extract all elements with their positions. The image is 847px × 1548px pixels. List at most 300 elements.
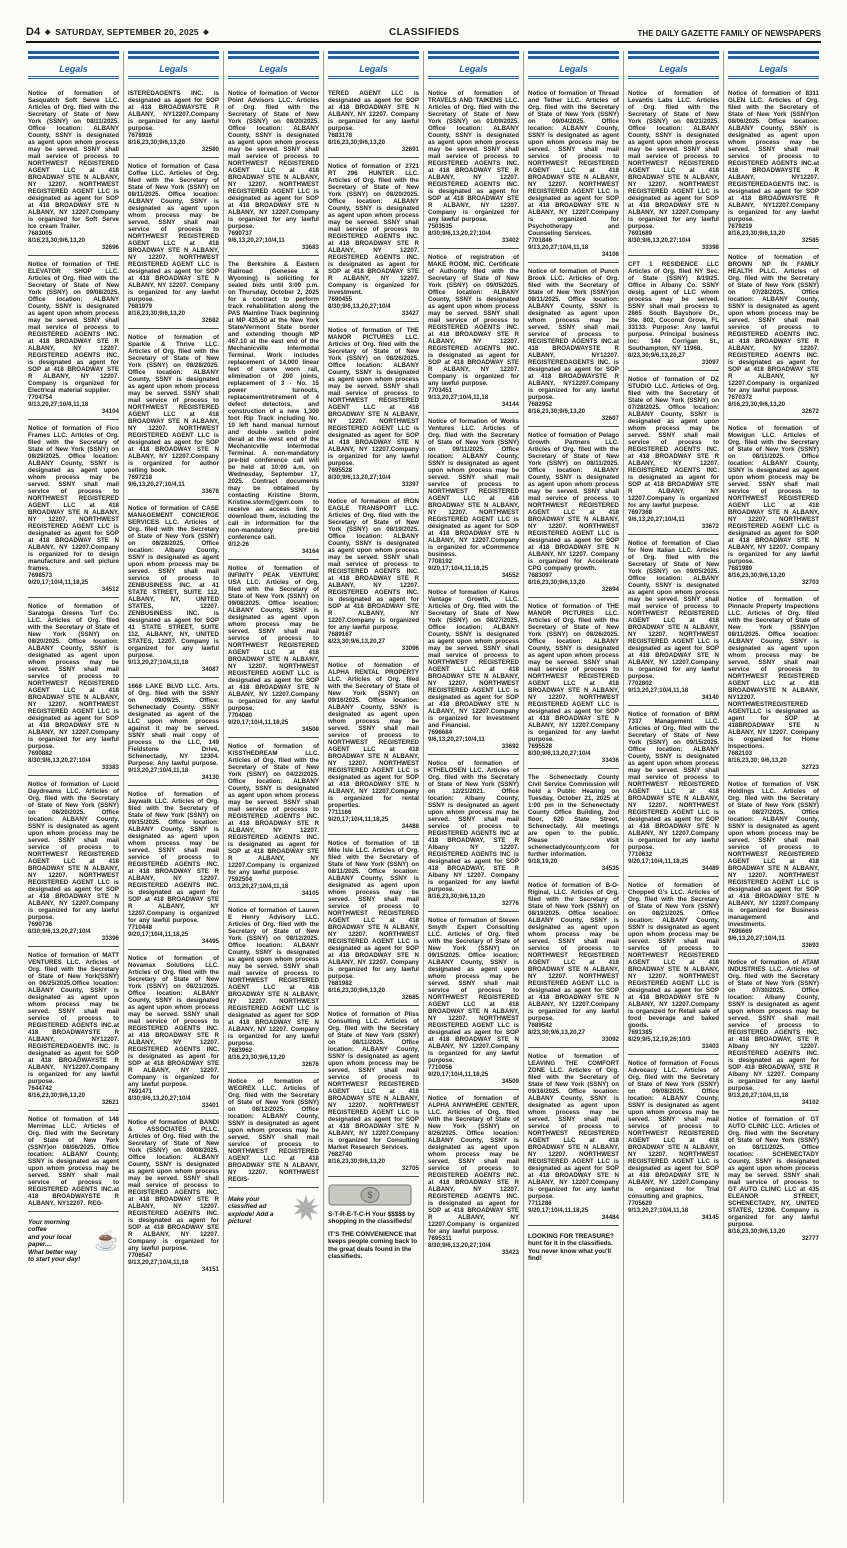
- legal-notice: [428, 412, 519, 583]
- legal-notice-text: Notice of formation of TRAVELS AND TAIKENS LLC. Articles of Org. filed with the Secretary of State of New York (SSNY) on 01/09/2025. Office location: ALBANY County, SSNY is designated as agent upon whom process may be served. SSNY shall mail service of process to REGISTERED AGENTS INC. at 418 BROADWAY STE R ALBANY, NY 12207. REGISTERED AGENTS INC. is designated as agent for SOP at 418 BROADWAY STE R ALBANY, NY 12207. Company is organized for any lawful purpose.: [428, 90, 519, 223]
- legal-notice-pub-line: 7592504: [228, 876, 253, 883]
- legals-rule-bar: [328, 51, 419, 54]
- legal-notice-pub-line: 7711166: [328, 809, 352, 816]
- legal-notice-pub-line: 7702802: [628, 680, 653, 687]
- house-ad-text: [28, 1219, 90, 1263]
- legal-notice-pub-line: 7697218: [128, 474, 153, 481]
- legal-notice-pub-line: 7711286: [528, 1200, 552, 1207]
- legal-notice-text: Notice of formation of Sparkle & Thrive LLC. Articles of Org. filed with the Secretary of State of New York (SSNY) on 08/28/2025. Office location: ALBANY County, SSNY is designated as agent upon whom process may be served. SSNY shall mail service of process to NORTHWEST REGISTERED AGENT LLC at 418 BROADWAY STE N ALBANY, NY 12207. NORTHWEST REGISTERED AGENT LLC is designated as agent for SOP at 418 BROADWAY STE N ALBANY, NY 12207.Company is organized for author selling book.: [128, 334, 219, 474]
- legal-notice-pub-line: 9/13,20,27;10/4,11,18: [428, 394, 489, 401]
- legal-notice-text: Notice of formation of ALPHA RENTAL PROPERTY LLC. Articles of Org. filed with the Secretary of State of New York (SSNY) on 09/16/2025. Office location: ALBANY County, SSNY is designated as agent upon whom process may be served. SSNY shall mail service of process to NORTHWEST REGISTERED AGENT LLC at 418 BROADWAY STE N ALBANY, NY 12207. NORTHWEST REGISTERED AGENT LLC is designated as agent for SOP at 418 BROADWAY STE N ALBANY, NY 12207.Company is organized for rental properties.: [328, 662, 419, 809]
- legal-notice: [128, 85, 219, 157]
- legal-notice-pub-line: 9/13,20,27;10/4,11,18: [728, 1092, 789, 1099]
- page-header-left: [26, 26, 211, 38]
- legal-notice-pub-line: 9/13,20,27;10/4,11,18: [128, 767, 189, 774]
- legal-notice-pub-line: 7710448: [128, 924, 153, 931]
- legal-notice-text: Notice of formation of WEGREX LLC. Articles of Org. filed with the Secretary of State of New York (SSNY) on 08/12/2025. Office location: ALBANY County, SSNY is designated as agent upon whom process may be served. SSNY shall mail service of process to NORTHWEST REGISTERED AGENT LLC at 418 BROADWAY STE N ALBANY, NY 12207. NORTHWEST REGIS-: [228, 1078, 319, 1183]
- legal-notice-text: Notice of registration of MAKE ROOM, INC. Certificate of Authority filed with the Secretary of State of New York (SSNY) on 09/05/2025. Office location: ALBANY County, SSNY is designated as agent upon whom process may be served. SSNY shall mail service of process to REGISTERED AGENTS INC. at 418 BROADWAY STE R ALBANY, NY 12207. REGISTERED AGENTS INC. is designated as agent for SOP at 418 BROADWAY STE R ALBANY, NY 12207. Company is organized for any lawful purpose.: [428, 254, 519, 387]
- legals-rule-bar: [528, 51, 619, 54]
- legal-notice: [528, 597, 619, 768]
- legals-header-label: Legals: [528, 61, 619, 79]
- legal-notice-pub-line: 8/16,23,30;9/6,13,20: [728, 1228, 786, 1235]
- house-ad-lead: IT'S THE CONVENIENCE: [328, 1230, 405, 1238]
- newspaper-name: THE DAILY GAZETTE FAMILY OF NEWSPAPERS: [637, 29, 821, 38]
- legals-rule-bar: [528, 56, 619, 59]
- legals-header-label: Legals: [328, 61, 419, 79]
- legals-rule-bar: [228, 51, 319, 54]
- legal-notice-text: ISTEREDAGENTS INC. is designated as agent for SOP at 418 BROADWAYSTE R ALBANY, NY12207.Company is organized for any lawful purpose.: [128, 90, 219, 132]
- legal-notice-code: 33672: [701, 523, 719, 530]
- legal-notice-pub-line: 8/30;9/6,13,20,27;10/4: [628, 237, 691, 244]
- legal-notice-code: 33092: [601, 1036, 619, 1043]
- legal-notice-code: 34087: [201, 666, 219, 673]
- legal-notice-lead: The Schenectady County Civil Service Commission: [528, 774, 619, 788]
- legals-section-header: [228, 51, 319, 79]
- legal-notice: [428, 1089, 519, 1260]
- legal-notice-pub-line: 8/16,23,30;9/6,13,20: [328, 139, 386, 146]
- legal-notice: [28, 419, 119, 597]
- legal-notice-pub-line: 8/30;9/6,13,20,27;10/4: [328, 303, 391, 310]
- legal-notice: [728, 85, 819, 248]
- legal-notice-code: 32703: [801, 579, 819, 586]
- legal-notice-pub-line: 8/16,23,30;9/6,13,20: [28, 237, 86, 244]
- legal-notice: [428, 248, 519, 412]
- legal-notice-pub-line: 9/20,17;10/4,11,18,25: [628, 858, 689, 865]
- legal-notice: [28, 255, 119, 419]
- legal-notice-text: Notice of formation of Vector Point Advisors LLC. Articles of Org. filed with the Secretary of State of New York (SSNY) on 08/20/2025. Office location: ALBANY County, SSNY is designated as agent upon whom process may be served. SSNY shall mail service of process to NORTHWEST REGISTERED AGENT LLC at 418 BROADWAY STE N ALBANY, NY 12207. NORTHWEST REGISTERED AGENT LLC is designated as agent for SOP at 418 BROADWAY STE N ALBANY, NY 12207.Company is organized for any lawful purpose.: [228, 90, 319, 230]
- house-ad-text: S-T-R-E-T-C-H Your $$$$$ by shopping in the classifieds!: [328, 1211, 415, 1226]
- legal-notice-text: Notice of formation of LEAVING THE COMFORT ZONE LLC. Articles of Org. filed with the Secretary of State of New York (SSNY) on 09/16/2025. Office location: ALBANY County, SSNY is designated as agent upon whom process may be served. SSNY shall mail service of process to NORTHWEST REGISTERED AGENT LLC at 418 BROADWAY STE N ALBANY, NY 12207. NORTHWEST REGISTERED AGENT LLC is designated as agent for SOP at 418 BROADWAY STE N ALBANY, NY 12207.Company is organized for any lawful purpose.: [528, 1053, 619, 1200]
- house-ad-coffee: [28, 1211, 119, 1269]
- legal-notice-pub-line: 7681989: [728, 565, 753, 572]
- legals-rule-bar: [328, 56, 419, 59]
- legals-section-header: [328, 51, 419, 79]
- legal-notice-code: 33423: [501, 1249, 519, 1256]
- legals-section-header: [28, 51, 119, 79]
- legal-notice-pub-line: 7690882: [28, 750, 53, 757]
- legal-notice-code: 32723: [801, 764, 819, 771]
- legal-notice-code: 34104: [101, 408, 119, 415]
- legal-notice-text: Notice of formation of VSK Holdings LLC. Articles of Org. filed with the Secretary of State of New York (SSNY) on 08/27/2025. Office location: ALBANY County, SSNY is designated as agent upon whom process may be served. SSNY shall mail service of process to NORTHWEST REGISTERED AGENT LLC at 418 BROADWAY STE N ALBANY, NY 12207. NORTHWEST REGISTERED AGENT LLC is designated as agent for SOP at 418 BROADWAY STE N ALBANY, NY 12207.Company is organized for Business management and investments.: [728, 781, 819, 928]
- legal-notice-text: Notice of formation of Thread and Tether LLC. Articles of Org. filed with the Secretary of State of New York (SSNY) on 09/04/2025. Office location: ALBANY County, SSNY is designated as agent upon whom process may be served. SSNY shall mail service of process to NORTHWEST REGISTERED AGENT LLC at 418 BROADWAY STE N ALBANY, NY 12207. NORTHWEST REGISTERED AGENT LLC is designated as agent for SOP at 418 BROADWAY STE N ALBANY, NY 12207.Company is organized for Psychotherapy and Counseling Services.: [528, 90, 619, 237]
- legal-notice-pub-line: 7704754: [28, 394, 53, 401]
- legal-notice-code: 33397: [401, 481, 419, 488]
- legal-notice-pub-line: 8/16,23,30; 9/6,13,20: [728, 757, 787, 764]
- legal-notice-text: Notice of formation of GT AUTO CLINIC LLC. Articles of Org. filed with the Secretary of State of New York (SSNY) on 08/11/2025. Office location: SCHENECTADY County, SSNY is designated as agent upon whom process may be served. SSNY shall mail service of process to GT AUTO CLINIC LLC at 435 ELEANOR STREET, SCHENECTADY, NY, UNITED STATES, 12306. Company is organized for any lawful purpose.: [728, 1116, 819, 1228]
- legal-notice-text: Notice of formation of THE MANOR PICTURES LLC. Articles of Org. filed with the Secretary of State of New York (SSNY) on 08/26/2025. Office location: ALBANY County, SSNY is designated as agent upon whom process may be served. SSNY shall mail service of process to NORTHWEST REGISTERED AGENT LLC at 418 BROADWAY STE N ALBANY, NY 12207. NORTHWEST REGISTERED AGENT LLC is designated as agent for SOP at 418 BROADWAY STE N ALBANY, NY 12207.Company is organized for any lawful purpose.: [328, 327, 419, 467]
- legal-notice-pub-line: 8/16,23,30;9/6,13,20: [228, 1054, 286, 1061]
- legal-notice-pub-line: 8/30;9/6,13,20,27;10/4: [128, 1095, 191, 1102]
- house-ad-lead: LOOKING FOR TREASURE?: [528, 1233, 614, 1240]
- legal-notice-text: The Schenectady County Civil Service Commission will hold a Public Hearing on Tuesday, October 21, 2025 at 1:00 pm in the Schenectady County Office Building, 2nd floor, 620 State Street, Schenectady. All meetings are open to the public. Please visit schenectadycounty.com for further information.: [528, 774, 619, 858]
- legals-rule-bar: [28, 51, 119, 54]
- legal-notice-pub-line: 7708192: [428, 558, 453, 565]
- legal-notice-pub-line: 9/20,17;10/4,11,18,25: [528, 1207, 589, 1214]
- legal-notice-code: 32777: [801, 1235, 819, 1242]
- legal-notice-code: 34512: [101, 586, 119, 593]
- legal-notice-code: 33693: [801, 942, 819, 949]
- legal-notice-code: 33396: [101, 935, 119, 942]
- legal-notice-code: 34106: [601, 251, 619, 258]
- legal-notice-text: Notice of formation of Punch Brook LLC. Articles of Org. filed with the Secretary of State of New York (SSNY)on 08/11/2025. Office location: ALBANY County, SSNY is designated as agent upon whom process may be served. SSNY shall mail service of process to REGISTERED AGENTS INC.at 418 BROADWAYSTE R ALBANY, NY12207. REGISTEREDAGENTS INC. is designated as agent for SOP at 418 BROADWAYSTE R ALBANY, NY12207.Company is organized for any lawful purpose.: [528, 268, 619, 401]
- legal-notice: [728, 590, 819, 775]
- legal-notice-pub-line: 8/16,23,30;9/6,13,20: [128, 310, 186, 317]
- legal-notice: [28, 775, 119, 946]
- legal-notice-text: The Berkshire & Eastern Railroad (Genesee & Wyoming) is soliciting for sealed bids until 3:00 p.m. on Thursday, October 2, 2025 for a contract to perform track rehabilitation along the PAS Mainline Track beginning at MP 435.50 at the New York State/Vermont State border and extending though MP 467.10 at the east end of the Mechanicville Intermodal Terminal. Work includes replacement of 14,000 linear feet of curve worn rail, elimination of 200 joints, replacement of 3 - No. 15 power turnouts, replacement/retirement of 4 defect detectors, and construction of a new 1,300 foot Rip Track including No. 10 left hand manual turnout and double switch point derail at the west end of the Mechanicville Intermodal Terminal. A non-mandatory pre-bid conference call will be held at 10:00 a.m. on Wednesday, September 17, 2025. Contract documents may be obtained by contacting Kristine Storm, Kristine.storm@gwrr.com to receive an access link to download them, including the call in information for the non-mandatory pre-bid conference call.: [228, 261, 319, 541]
- newspaper-page: [0, 26, 847, 1548]
- legal-notice-text: Notice of formation of Levantis Labs LLC. Articles of Org. filed with the Secretary of State of New York (SSNY) on 08/21/2025. Office location: ALBANY County, SSNY is designated as agent upon whom process may be served. SSNY shall mail service of process to NORTHWEST REGISTERED AGENT LLC at 418 BROADWAY STE N ALBANY, NY 12207. NORTHWEST REGISTERED AGENT LLC is designated as agent for SOP at 418 BROADWAY STE N ALBANY, NY 12207.Company is organized for any lawful purpose.: [628, 90, 719, 230]
- legal-notice: [528, 876, 619, 1047]
- legal-notice-pub-line: 8/30;9/6,13,20,27;10/4: [28, 757, 91, 764]
- legal-notice-text: Notice of formation of BRM 7337 Management LLC. Articles of Org. filed with the Secretary of State of New York (SSNY) on 09/15/2025. Office location: ALBANY County, SSNY is designated as agent upon whom process may be served. SSNY shall mail service of process to NORTHWEST REGISTERED AGENT LLC at 418 BROADWAY STE N ALBANY, NY 12207. NORTHWEST REGISTERED AGENT LLC is designated as agent for SOP at 418 BROADWAY STE N ALBANY, NY 12207.Company is organized for any lawful purpose.: [628, 711, 719, 851]
- legal-notice-code: 33401: [201, 1102, 219, 1109]
- legals-header-label: Legals: [428, 61, 519, 79]
- legals-rule-bar: [428, 56, 519, 59]
- legal-notice: [328, 834, 419, 1005]
- legal-notice-pub-line: 7679219: [728, 223, 753, 230]
- legal-notice-pub-line: 9/13,20,27;10/4,11,18: [628, 1207, 689, 1214]
- legals-rule-bar: [628, 56, 719, 59]
- page-number: D4: [26, 26, 41, 38]
- legal-notice-pub-line: 8/30;9/6,13,20,27;10/4: [528, 750, 591, 757]
- legal-notice: [128, 157, 219, 328]
- page-header: [26, 26, 821, 43]
- legal-notice-pub-line: 8/30;9/6,13,20,27;10/4: [428, 230, 491, 237]
- legal-notice-pub-line: 8/23,30;9/6,13,20,27: [528, 1029, 586, 1036]
- house-ad-coffee-body: [28, 1219, 119, 1263]
- legal-notice: [128, 677, 219, 785]
- legal-notice-code: 34144: [501, 401, 519, 408]
- legal-notice-pub-line: 8/16,23,30;9/6,13,20: [328, 1158, 386, 1165]
- legal-notice-pub-line: 9/18,19,20: [528, 858, 558, 865]
- legal-notice-code: 32691: [401, 146, 419, 153]
- diamond-icon: ◆: [45, 29, 51, 36]
- legal-notice-code: 32685: [401, 994, 419, 1001]
- legal-notice-code: 33427: [401, 310, 419, 317]
- legal-notice-pub-line: 8/23,30;9/6,13,20,27: [328, 638, 386, 645]
- legal-notice-pub-line: 9/6,13,20,27;10/4,11: [728, 935, 785, 942]
- legal-notice-pub-line: 7691385: [628, 1029, 653, 1036]
- legal-notice-pub-line: 7706547: [128, 1252, 153, 1259]
- legal-notice-text: Notice of formation of BANDI & ASSOCIATES PLLC. Articles of Org. filed with the Secretary of State of New York (SSNY) on 09/08/2025. Office location: ALBANY County, SSNY is designated as agent upon whom process may be served. SSNY shall mail service of process to REGISTERED AGENTS INC. at 418 BROADWAY STE R ALBANY, NY 12207. REGISTERED AGENTS INC. is designated as agent for SOP at 418 BROADWAY STE R ALBANY, NY 12207. Company is organized for any lawful purpose.: [128, 1119, 219, 1252]
- legals-column-1: [24, 51, 123, 1503]
- legal-notice-pub-line: 7705620: [628, 1200, 653, 1207]
- coffee-cup-icon: ☕: [94, 1230, 119, 1253]
- legal-notice-text: Notice of formation of Novamax Solutions LLC. Articles of Org. filed with the Secretary of State of New York (SSNY) on 08/21/2025. Office location: ALBANY County, SSNY is designated as agent upon whom process may be served. SSNY shall mail service of process to REGISTERED AGENTS INC. at 418 BROADWAY STE R ALBANY, NY 12207. REGISTERED AGENTS INC. is designated as agent for SOP at 418 BROADWAY STE R ALBANY, NY 12207. Company is organized for any lawful purpose.: [128, 955, 219, 1088]
- legal-notice-code: 32776: [501, 900, 519, 907]
- legal-notice: [28, 597, 119, 775]
- legal-notice-text: Notice of formation of 148 Merrimac LLC. Articles of Org. filed with the Secretary of State of New York (SSNY)on 08/06/2025. Office location: ALBANY County, SSNY is designated as agent upon whom process may be served. SSNY shall mail service of process to REGISTERED AGENTS INC.at 418 BROADWAYSTE R ALBANY, NY12207. REG-: [28, 1116, 119, 1207]
- legals-column-7: [623, 51, 723, 1503]
- legal-notice-code: 32585: [801, 237, 819, 244]
- legals-section-header: [728, 51, 819, 79]
- legal-notice-code: 34130: [201, 774, 219, 781]
- legal-notice: [128, 328, 219, 499]
- legal-notice-text: Notice of formation of ALPHA ANYWHERE CENTER, LLC. Articles of Org. filed with the Secretary of State of New York (SSNY) on 8/26/2025. Office location: ALBANY County, SSNY is designated as agent upon whom process may be served. SSNY shall mail service of process to REGISTERED AGENTS INC. at 418 BROADWAY STE R ALBANY, NY 12207. REGISTERED AGENTS INC. is designated as agent for SOP at 418 BROADWAY STE R ALBANY, NY 12207.Company is organized for any lawful purpose.: [428, 1095, 519, 1235]
- legal-notice-pub-line: 9/20,17;10/4,11,18,25: [428, 565, 489, 572]
- legal-notice-text: Notice of formation of Ciao for Now Italian LLC. Articles of Org. filed with the Secretary of State of New York (SSNY) on 09/05/2025. Office location: ALBANY County, SSNY is designated as agent upon whom process may be served. SSNY shall mail service of process to NORTHWEST REGISTERED AGENT LLC at 418 BROADWAY STE N ALBANY, NY 12207. NORTHWEST REGISTERED AGENT LLC is designated as agent for SOP at 418 BROADWAY STE N ALBANY, NY 12207.Company is organized for any lawful purpose.: [628, 540, 719, 680]
- legal-notice-text: TERED AGENT LLC is designated as agent for SOP at 418 BROADWAY STE N ALBANY, NY 12207. Company is organized for any lawful purpose.: [328, 90, 419, 132]
- legal-notice-pub-line: 7683178: [328, 132, 353, 139]
- legal-notice: [28, 1110, 119, 1211]
- legal-notice: [128, 499, 219, 677]
- legal-notice-code: 32705: [401, 1165, 419, 1172]
- legal-notice-code: 34151: [201, 1266, 219, 1273]
- legal-notice-text: Notice of formation of BROWN NP IN FAMILY HEALTH PLLC. Articles of Org. filed with the Secretary of State of New York (SSNY) on 07/28/2025. Office location: ALBANY County, SSNY is designated as agent upon whom process may be served. SSNY shall mail service of process to REGISTERED AGENTS INC. at 418 BROADWAY STE R ALBANY, NY 12207. REGISTERED AGENTS INC. is designated as agent for SOP at 418 BROADWAY STE R ALBANY, NY 12207.Company is organized for any lawful purpose.: [728, 254, 819, 394]
- house-ad-text-line: What better way: [28, 1248, 78, 1256]
- legal-notice-code: 33436: [601, 757, 619, 764]
- legal-notice-pub-line: 9/13,20,27;10/4,11,18: [628, 687, 689, 694]
- legal-notice: [728, 1110, 819, 1246]
- legal-notice-code: 34535: [601, 865, 619, 872]
- legal-notice-text: Notice of formation of 2721 RT 296 HUNTER LLC. Articles of Org. filed with the Secretary of State of New York (SSNY) on 08/20/2025. Office location: ALBANY County, SSNY is designated as agent upon whom process may be served. SSNY shall mail service of process to REGISTERED AGENTS INC. at 418 BROADWAY STE R ALBANY, NY 12207. REGISTERED AGENTS INC. is designated as agent for SOP at 418 BROADWAY STE R ALBANY, NY 12207. Company is organized for Investment.: [328, 163, 419, 296]
- legal-notice-code: 34489: [701, 865, 719, 872]
- legal-notice-pub-line: 9/20,17;10/4,11,18,25: [428, 1071, 489, 1078]
- legal-notice-pub-line: 7691689: [628, 230, 653, 237]
- banknote-icon: [328, 1184, 419, 1211]
- legals-section-header: [128, 51, 219, 79]
- legal-notice-pub-line: 8/16,23,30;9/6,13,20: [728, 401, 786, 408]
- legal-notice: [228, 737, 319, 901]
- legal-notice-code: 34164: [301, 548, 319, 555]
- legal-notice-code: 34145: [701, 1214, 719, 1221]
- legal-notice-pub-line: 8/30;9/6,13,20,27;10/4: [328, 474, 391, 481]
- house-ad-text-line: Your morning coffee: [28, 1219, 70, 1234]
- house-ad-text-line: explode! Add a picture!: [228, 1210, 274, 1225]
- legals-section-header: [628, 51, 719, 79]
- legal-notice: [228, 255, 319, 559]
- legal-notice-code: 33403: [701, 1043, 719, 1050]
- legal-notice-pub-line: 7503535: [428, 223, 453, 230]
- legal-notice-pub-line: 8/16,23,30;9/6,13,20: [528, 408, 586, 415]
- legal-notice: [628, 876, 719, 1054]
- legal-notice-code: 33383: [101, 764, 119, 771]
- legal-notice-code: 33402: [501, 237, 519, 244]
- legal-notice-pub-line: 9/6,13,20,27;10/4,11: [128, 481, 185, 488]
- legals-section-header: [428, 51, 519, 79]
- section-title: CLASSIFIEDS: [388, 27, 460, 38]
- legal-notice-code: 34484: [601, 1214, 619, 1221]
- legal-notice: [128, 785, 219, 949]
- legal-notice-text: Notice of formation of Mowigun LLC. Articles of Org. filed with the Secretary of State of New York (SSNY) on 08/11/2025. Office location: ALBANY County, SSNY is designated as agent upon whom process may be served. SSNY shall mail service of process to NORTHWEST REGISTERED AGENT LLC at 418 BROADWAY STE N ALBANY, NY 12207. NORTHWEST REGISTERED AGENT LLC is designated as agent for SOP at 418 BROADWAY STE N ALBANY, NY 12207. Company is organized for any lawful purpose.: [728, 425, 819, 565]
- legal-notice: [28, 946, 119, 1110]
- legal-notice-text: Notice of formation of B-O-Riginal, LLC. Articles of Org. filed with the Secretary of State of New York (SSNY) on 08/19/2025. Office location: ALBANY County, SSNY is designated as agent upon whom process may be served. SSNY shall mail service of process to NORTHWEST REGISTERED AGENT LLC at 418 BROADWAY STE N ALBANY, NY 12207. NORTHWEST REGISTERED AGENT LLC is designated as agent for SOP at 418 BROADWAY STE N ALBANY, NY 12207.Company is organized for any lawful purpose.: [528, 882, 619, 1022]
- legal-notice: [28, 85, 119, 255]
- house-ad-text: IT'S THE CONVENIENCE that keeps people coming back to the great deals found in the classifieds.: [328, 1230, 418, 1261]
- legal-notice-code: 34105: [301, 890, 319, 897]
- legal-notice: [328, 85, 419, 157]
- legal-notice-text: Notice of formation of IRON EAGLE TRANSPORT LLC. Articles of Org. filed with the Secretary of State of New York (SSNY) on 08/19/2025. Office location: ALBANY County, SSNY is designated as agent upon whom process may be served. SSNY shall mail service of process to REGISTERED AGENTS INC. at 418 BROADWAY STE R ALBANY, NY 12207. REGISTERED AGENTS INC. is designated as agent for SOP at 418 BROADWAY STE R ALBANY, NY 12207.Company is organized for any lawful purpose.: [328, 498, 419, 631]
- legal-notice-pub-line: 8/23,30;9/6,13,20,27: [628, 352, 686, 359]
- legal-notice-pub-line: 7690737: [228, 230, 253, 237]
- legal-notice-code: 34488: [401, 823, 419, 830]
- legals-column-2: [123, 51, 223, 1503]
- legal-notice: [628, 85, 719, 255]
- legals-rule-bar: [28, 56, 119, 59]
- legal-notice-pub-line: 7670372: [728, 394, 753, 401]
- legal-notice-code: 34102: [801, 1099, 819, 1106]
- legal-notice-code: 34508: [301, 726, 319, 733]
- legal-notice-code: 33097: [701, 359, 719, 366]
- legal-notice-code: 32580: [201, 146, 219, 153]
- house-ad-money: [328, 1176, 419, 1271]
- legal-notice-pub-line: 7682740: [328, 1151, 353, 1158]
- house-ad-text: LOOKING FOR TREASURE? hunt for it in the classifieds. You never know what you'll find!: [528, 1233, 614, 1263]
- legal-notice-text: Notice of formation of Pelago Growth Partners LLC. Articles of Org. filed with the Secretary of State of New York (SSNY) on 08/11/2025. Office location: ALBANY County, SSNY is designated as agent upon whom process may be served. SSNY shall mail service of process to NORTHWEST REGISTERED AGENT LLC at 418 BROADWAY STE N ALBANY, NY 12207. NORTHWEST REGISTERED AGENT LLC is designated as agent for SOP at 418 BROADWAY STE N ALBANY, NY 12207. Company is organized for Accelerate CPG company growth.: [528, 432, 619, 572]
- legals-rule-bar: [228, 56, 319, 59]
- legal-notice-pub-line: 7683005: [28, 230, 53, 237]
- legal-notice-code: 32672: [801, 408, 819, 415]
- legals-header-label: Legals: [28, 61, 119, 79]
- legal-notice-pub-line: 9/6,13,20,27;10/4,11: [428, 736, 485, 743]
- legals-header-label: Legals: [728, 61, 819, 79]
- page-date: SATURDAY, SEPTEMBER 20, 2025: [55, 27, 199, 37]
- legals-rule-bar: [428, 51, 519, 54]
- legals-rule-bar: [128, 56, 219, 59]
- legal-notice-pub-line: 9/20,17;10/4,11,18,25: [128, 931, 189, 938]
- legal-notice-pub-line: 8/16,23,30;9/6,13,20: [728, 572, 786, 579]
- legal-notice-code: 34495: [201, 938, 219, 945]
- legal-notice-code: 33096: [401, 645, 419, 652]
- legals-header-label: Legals: [228, 61, 319, 79]
- legal-notice: [228, 85, 319, 255]
- legal-notice-code: 34509: [501, 1078, 519, 1085]
- legal-notice: [528, 1047, 619, 1225]
- legal-notice-code: 32607: [601, 415, 619, 422]
- legal-notice-text: Notice of formation of Jaywalk LLC. Articles of Org. filed with the Secretary of State of New York (SSNY) on 09/15/2025. Office location: ALBANY County, SSNY is designated as agent upon whom process may be served. SSNY shall mail service of process to REGISTERED AGENTS INC. at 418 BROADWAY STE R ALBANY, NY 12207. REGISTERED AGENTS INC. is designated as agent for SOP at 418 BROADWAY STE R ALBANY, NY 12207.Company is organized for any lawful purpose.: [128, 791, 219, 924]
- legal-notice-text: Notice of formation of INFINITY PEAK VENTURE USA LLC. Articles of Org. filed with the Secretary of State of New York (SSNY) on 09/08/2025. Office location: ALBANY County, SSNY is designated as agent upon whom process may be served. SSNY shall mail service of process to NORTHWEST REGISTERED AGENT LLC at 418 BROADWAY STE N ALBANY, NY 12207. NORTHWEST REGISTERED AGENT LLC is designated as agent for SOP at 418 BROADWAY STE N ALBANY, NY 12207.Company is organized for any lawful purpose.: [228, 565, 319, 712]
- legal-notice-pub-line: 7681979: [128, 303, 153, 310]
- legal-notice-pub-line: 8/30;9/6,13,20,27;10/4: [28, 928, 91, 935]
- legal-notice: [528, 262, 619, 426]
- legal-notice: [628, 255, 719, 370]
- legals-rule-bar: [728, 51, 819, 54]
- legal-notice-pub-line: 8/16,23,30;9/6,13,20: [728, 230, 786, 237]
- legal-notice: [728, 248, 819, 419]
- legal-notice: [728, 419, 819, 590]
- legal-notice-text: Notice of formation of KISSTHEDREAM LLC. Articles of Org. filed with the Secretary of State of New York (SSNY) on 04/22/2025. Office location: ALBANY County, SSNY is designated as agent upon whom process may be served. SSNY shall mail service of process to REGISTERED AGENTS INC. at 418 BROADWAY STE R ALBANY, NY 12207. REGISTERED AGENTS INC. is designated as agent for SOP at 418 BROADWAY STE R ALBANY, NY 12207.Company is organized for any lawful purpose.: [228, 743, 319, 876]
- legal-notice: [328, 321, 419, 492]
- legals-header-label: Legals: [128, 61, 219, 79]
- legal-notice-text: Notice of formation of Lauren E Henry Advisory LLC. Articles of Org. filed with the Secretary of State of New York (SSNY) on 08/12/2025. Office location: ALBANY County, SSNY is designated as agent upon whom process may be served. SSNY shall mail service of process to NORTHWEST REGISTERED AGENT LLC at 418 BROADWAY STE N ALBANY, NY 12207. NORTHWEST REGISTERED AGENT LLC is designated as agent for SOP at 418 BROADWAY STE N ALBANY, NY 12207. Company is organized for any lawful purpose.: [228, 907, 319, 1047]
- legal-notice: [728, 953, 819, 1110]
- legal-notice-pub-line: 7698573: [28, 572, 53, 579]
- legal-notice-pub-line: 7690736: [28, 921, 53, 928]
- legal-notice-pub-line: 9/20,17;10/4,11,18,25: [328, 816, 389, 823]
- legal-notice-text: Notice of formation of ATAM INDUSTRIES LLC. Articles of Org. filed with the Secretary of State of New York (SSNY) on 07/30/2025. Office location: Albany County, SSNY is designated as agent upon whom process may be served. SSNY shall mail service of process to REGISTERED AGENTS INC. at 418 BROADWAY, STE R Albany NY 12207. REGISTERED AGENTS INC. is designated as agent for SOP 418 BROADWAY, STE R Albany NY 12207. Company is organized for any lawful purpose.: [728, 959, 819, 1092]
- legals-column-6: [523, 51, 623, 1503]
- house-ad-text-line: and your local paper....: [28, 1233, 72, 1249]
- legal-notice-code: 33398: [701, 244, 719, 251]
- legal-notice-pub-line: 7683962: [228, 1047, 253, 1054]
- legal-notice-pub-line: 8/30;9/6,13,20,27;10/4: [428, 1242, 491, 1249]
- house-ad-starburst: [228, 1187, 319, 1232]
- legal-notice-text: Notice of formation of 8311 GLEN LLC. Articles of Org. filed with the Secretary of State of New York (SSNY)on 08/06/2025. Office location: ALBANY County, SSNY is designated as agent upon whom process may be served. SSNY shall mail service of process to REGISTERED AGENTS INC.at 418 BROADWAYSTE R ALBANY, NY12207. REGISTEREDAGENTS INC. is designated as agent for SOP at 418 BROADWAYSTE R ALBANY, NY12207.Company is organized for any lawful purpose.: [728, 90, 819, 223]
- legal-notice-text: Notice of formation of Sasquatch Soft Serve LLC. Articles of Org. filed with the Secretary of State of New York (SSNY) on 08/11/2025. Office location: ALBANY County, SSNY is designated as agent upon whom process may be served. SSNY shall mail service of process to NORTHWEST REGISTERED AGENT LLC at 418 BROADWAY STE N ALBANY, NY 12207. NORTHWEST REGISTERED AGENT LLC is designated as agent for SOP at 418 BROADWAY STE N ALBANY, NY 12207.Company is organized for Soft Serve Ice cream Trailer.: [28, 90, 119, 230]
- legal-notice-pub-line: 7710632: [628, 851, 653, 858]
- legal-notice-pub-line: 9/12-26: [228, 541, 249, 548]
- legal-notice-text: Notice of formation of 18 Mile Isle LLC. Articles of Org. filed with the Secretary of State of New York (SSNY) on 08/11/2025. Office location: ALBANY County, SSNY is designated as agent upon whom process may be served. SSNY shall mail service of process to NORTHWEST REGISTERED AGENT LLC at 418 BROADWAY STE N ALBANY, NY 12207. NORTHWEST REGISTERED AGENT LLC is designated as agent for SOP at 418 BROADWAY STE N ALBANY, NY 12207. Company is organized for any lawful purpose.: [328, 840, 419, 980]
- diamond-icon: ◆: [203, 29, 209, 36]
- legal-notice-pub-line: 7710056: [428, 1064, 453, 1071]
- house-ad-lead: S-T-R-E-T-C-H Your $$$$$: [328, 1211, 408, 1218]
- legal-notice-text: Notice of formation of Steven Smyth Expert Consulting LLC. Articles of Org. filed with the Secretary of State of New York (SSNY) on 09/15/2025. Office location: ALBANY County, SSNY is designated as agent upon whom process may be served. SSNY shall mail service of process to NORTHWEST REGISTERED AGENT LLC at 418 BROADWAY STE N ALBANY, NY 12207. NORTHWEST REGISTERED AGENT LLC is designated as agent for SOP at 418 BROADWAY STE N ALBANY, NY 12207.Company is organized for any lawful purpose.: [428, 917, 519, 1064]
- legal-notice-text: Notice of formation of Saratoga Greens Turf Co. LLC. Articles of Org. filed with the Secretary of State of New York (SSNY) on 08/20/2025. Office location: ALBANY County, SSNY is designated as agent upon whom process may be served. SSNY shall mail service of process to NORTHWEST REGISTERED AGENT LLC at 418 BROADWAY STE N ALBANY, NY 12207. NORTHWEST REGISTERED AGENT LLC is designated as agent for SOP at 418 BROADWAY STE N ALBANY, NY 12207.Company is organized for any lawful purpose.: [28, 603, 119, 750]
- legal-notice-code: 33678: [201, 488, 219, 495]
- legal-notice: [628, 370, 719, 534]
- legal-notice: [228, 1072, 319, 1187]
- legal-notice-text: Notice of formation of THE ELEVATOR SHOP LLC. Articles of Org. filed with the Secretary of State of New York (SSNY) on 09/08/2025. Office location: ALBANY County, SSNY is designated as agent upon whom process may be served. SSNY shall mail service of process to REGISTERED AGENTS INC. at 418 BROADWAY STE R ALBANY, NY 12207. REGISTERED AGENTS INC. is designated as agent for SOP at 418 BROADWAY STE R ALBANY, NY 12207. Company is organized for Electrical material supplier.: [28, 261, 119, 394]
- house-ad-text-line: Make your classified ad: [228, 1195, 267, 1211]
- legal-notice-code: 32694: [601, 586, 619, 593]
- legal-notice: [628, 1054, 719, 1225]
- legal-notice: [528, 426, 619, 597]
- legal-notice-pub-line: 7689542: [528, 1022, 553, 1029]
- legal-notice-text: Notice of formation of DZ STUDIO LLC. Articles of Org. filed with the Secretary of State of New York (SSNY) on 07/28/2025. Office location: ALBANY County, SSNY is designated as agent upon whom process may be served. SSNY shall mail service of process to REGISTERED AGENTS INC. at 418 BROADWAY STE R ALBANY, NY 12207. REGISTERED AGENTS INC. is designated as agent for SOP at 418 BROADWAY STE R ALBANY, NY 12207.Company is organized for any lawful purpose.: [628, 376, 719, 509]
- legal-notice-pub-line: 9/13,20,27;10/4,11,18: [528, 244, 589, 251]
- legals-column-8: [723, 51, 823, 1503]
- legal-notice: [128, 949, 219, 1113]
- legal-notice-pub-line: 9/13,20,27;10/4,11,18: [128, 1259, 189, 1266]
- legal-notice-pub-line: 8/16,23,30;9/6,13,20: [28, 1092, 86, 1099]
- legal-notice-pub-line: 7690455: [328, 296, 353, 303]
- legal-notice-pub-line: 8/29;9/5,12,19,26;10/3: [628, 1036, 691, 1043]
- legals-rule-bar: [128, 51, 219, 54]
- legals-column-4: [323, 51, 423, 1503]
- legal-notice-text: Notice of formation of THE MANOR PICTURES LLC. Articles of Org. filed with the Secretary of State of New York (SSNY) on 08/26/2025. Office location: ALBANY County, SSNY is designated as agent upon whom process may be served. SSNY shall mail service of process to NORTHWEST REGISTERED AGENT LLC at 418 BROADWAY STE N ALBANY, NY 12207. NORTHWEST REGISTERED AGENT LLC is designated as agent for SOP at 418 BROADWAY STE N ALBANY, NY 12207.Company is organized for any lawful purpose.: [528, 603, 619, 743]
- legal-notice-text: Notice of formation of Lucid Daydreams LLC. Articles of Org. filed with the Secretary of State of New York (SSNY) on 06/20/2025. Office location: ALBANY County, SSNY is designated as agent upon whom process may be served. SSNY shall mail service of process to NORTHWEST REGISTERED AGENT LLC at 418 BROADWAY STE N ALBANY, NY 12207. NORTHWEST REGISTERED AGENT LLC is designated as agent for SOP at 418 BROADWAY STE N ALBANY, NY 12207.Company is organized for any lawful purpose.: [28, 781, 119, 921]
- legal-notice-pub-line: 7696684: [428, 729, 453, 736]
- legal-notice-pub-line: 7689167: [328, 631, 353, 638]
- legal-notice-columns: [24, 51, 823, 1503]
- legal-notice-pub-line: 7678916: [128, 132, 153, 139]
- starburst-icon: [293, 1195, 319, 1226]
- legal-notice-text: Notice of formation of Chopped G's LLC. Articles of Org. filed with the Secretary of State of New York (SSNY) on 08/21/2025. Office location: ALBANY County, SSNY is designated as agent upon whom process may be served. SSNY shall mail service of process to NORTHWEST REGISTERED AGENT LLC at 418 BROADWAY STE N ALBANY, NY 12207. NORTHWEST REGISTERED AGENT LLC is designated as agent for SOP at 418 BROADWAY STE N ALBANY, NY 12207.Company is organized for Retail sale of food beverage and baked goods.: [628, 882, 719, 1029]
- legal-notice-code: 33683: [301, 244, 319, 251]
- legal-notice-text: CFT 1 RESIDENCE LLC Articles of Org. filed NY Sec. of State (SSNY) 8/19/25. Office in Albany Co. SSNY desig. agent of LLC whom process may be served. SSNY shall mail process to 2665 South Bayshore Dr., Ste. 802, Coconut Grove, FL 33133. Purpose: Any lawful purpose. Principal business loc: 144 Corrigan St., Southampton, NY 11968.: [628, 261, 719, 352]
- legal-notice-code: 32676: [301, 1061, 319, 1068]
- legal-notice-pub-line: 7691471: [128, 1088, 153, 1095]
- svg-text:$: $: [367, 1190, 373, 1200]
- legal-notice-pub-line: 7695528: [528, 743, 553, 750]
- legal-notice-text: Notice of formation of KTHELOSEN LLC. Articles of Org. filed with the Secretary of State of New York (SSNY) on 12/21/2021. Office location: Albany County, SSNY is designated as agent upon whom process may be served. SSNY shall mail service of process to REGISTERED AGENTS INC at 418 BROADWAY, STE R Albany NY 12207. REGISTERED AGENTS INC is designated as agent for SOP 418 BROADWAY, STE R Albany NY 12207. Company is organized for any lawful purpose.: [428, 760, 519, 893]
- legal-notice-code: 33692: [501, 743, 519, 750]
- legal-notice: [628, 534, 719, 705]
- legal-notice-text: Notice of formation of Fico Frames LLC. Articles of Org. filed with the Secretary of State of New York (SSNY) on 08/29/2025. Office location: ALBANY County, SSNY is designated as agent upon whom process may be served. SSNY shall mail service of process to NORTHWEST REGISTERED AGENT LLC at 418 BROADWAY STE N ALBANY, NY 12207. NORTHWEST REGISTERED AGENT LLC is designated as agent for SOP at 418 BROADWAY STE N ALBANY, NY 12207.Company is organized for to design manufacture and sell picture frames.: [28, 425, 119, 572]
- legal-notice-pub-line: 7704080: [228, 712, 253, 719]
- legal-notice-text: Notice of formation of Kairos Vantage Growth, LLC. Articles of Org. filed with the Secretary of State of New York (SSNY) on 08/27/2025. Office location: ALBANY County, SSNY is designated as agent upon whom process may be served. SSNY shall mail service of process to NORTHWEST REGISTERED AGENT LLC at 418 BROADWAY STE N ALBANY, NY 12207. NORTHWEST REGISTERED AGENT LLC is designated as agent for SOP at 418 BROADWAY STE N ALBANY, NY 12207.Company is organized for Investment and Financial.: [428, 589, 519, 729]
- legal-notice-pub-line: 7703451: [428, 387, 453, 394]
- legal-notice-text: Notice of formation of Pinnacle Property Inspections LLC. Articles of Org. filed with the Secretary of State of New York (SSNY)on 08/11/2025. Office location: ALBANY County, SSNY is designated as agent upon whom process may be served. SSNY shall mail service of process to NORTHWEST REGISTERED AGENT LLC at 418 BROADWAYSTE N ALBANY, NY12207. NORTHWESTREGISTERED AGENTLLC is designated as agent for SOP at 418BROADWAY STE N ALBANY, NY 12207. Company is organized for Home Inspections.: [728, 596, 819, 750]
- legal-notice-text: Notice of formation of MATT VENTURES LLC. Articles of Org. filed with the Secretary of State of New York(SSNY) on 06/25/2025.Office location: ALBANY County, SSNY is designated as agent upon whom process may be served. SSNY shall mail service of process to REGISTERED AGENTS INC.at 418 BROADWAYSTE R ALBANY, NY12207. REGISTEREDAGENTS INC. is designated as agent for SOP at 418 BROADWAYSTE R ALBANY, NY12207.Company is organized for any lawful purpose.: [28, 952, 119, 1085]
- legal-notice-code: 32696: [101, 244, 119, 251]
- legal-notice-code: 34140: [701, 694, 719, 701]
- legal-notice-pub-line: 7682103: [728, 750, 753, 757]
- legal-notice-pub-line: 7697368: [628, 509, 653, 516]
- legals-rule-bar: [728, 56, 819, 59]
- legal-notice-pub-line: 7644742: [28, 1085, 53, 1092]
- legal-notice: [328, 656, 419, 834]
- legal-notice: [128, 1113, 219, 1277]
- legal-notice-pub-line: 9/20,17;10/4,11,18,25: [28, 579, 89, 586]
- legal-notice-text: Notice of formation of Casa Coffee LLC. Articles of Org. filed with the Secretary of State of New York (SSNY) on 08/11/2025. Office location: ALBANY County, SSNY is designated as agent upon whom process may be served. SSNY shall mail service of process to NORTHWEST REGISTERED AGENT LLC at 418 BROADWAY STE N ALBANY, NY 12207. NORTHWEST REGISTERED AGENT LLC is designated as agent for SOP at 418 BROADWAY STE N ALBANY, NY 12207. Company is organized for any lawful purpose.: [128, 163, 219, 303]
- legal-notice: [428, 85, 519, 248]
- legal-notice-text: 1668 LAKE BLVD LLC. Arts. of Org. filed with the SSNY on 09/09/25. Office: Schenectady County. SSNY designated as agent of the LLC upon whom process against it may be served. SSNY shall mail copy of process to the LLC, 149 Fieldstone Drive, Schenectady, NY 12304. Purpose: Any lawful purpose.: [128, 683, 219, 767]
- legal-notice-pub-line: 7683097: [528, 572, 553, 579]
- legal-notice: [428, 911, 519, 1089]
- legal-notice-pub-line: 9/6,13,20,27;10/4,11: [228, 237, 285, 244]
- legal-notice-pub-line: 7682952: [528, 401, 553, 408]
